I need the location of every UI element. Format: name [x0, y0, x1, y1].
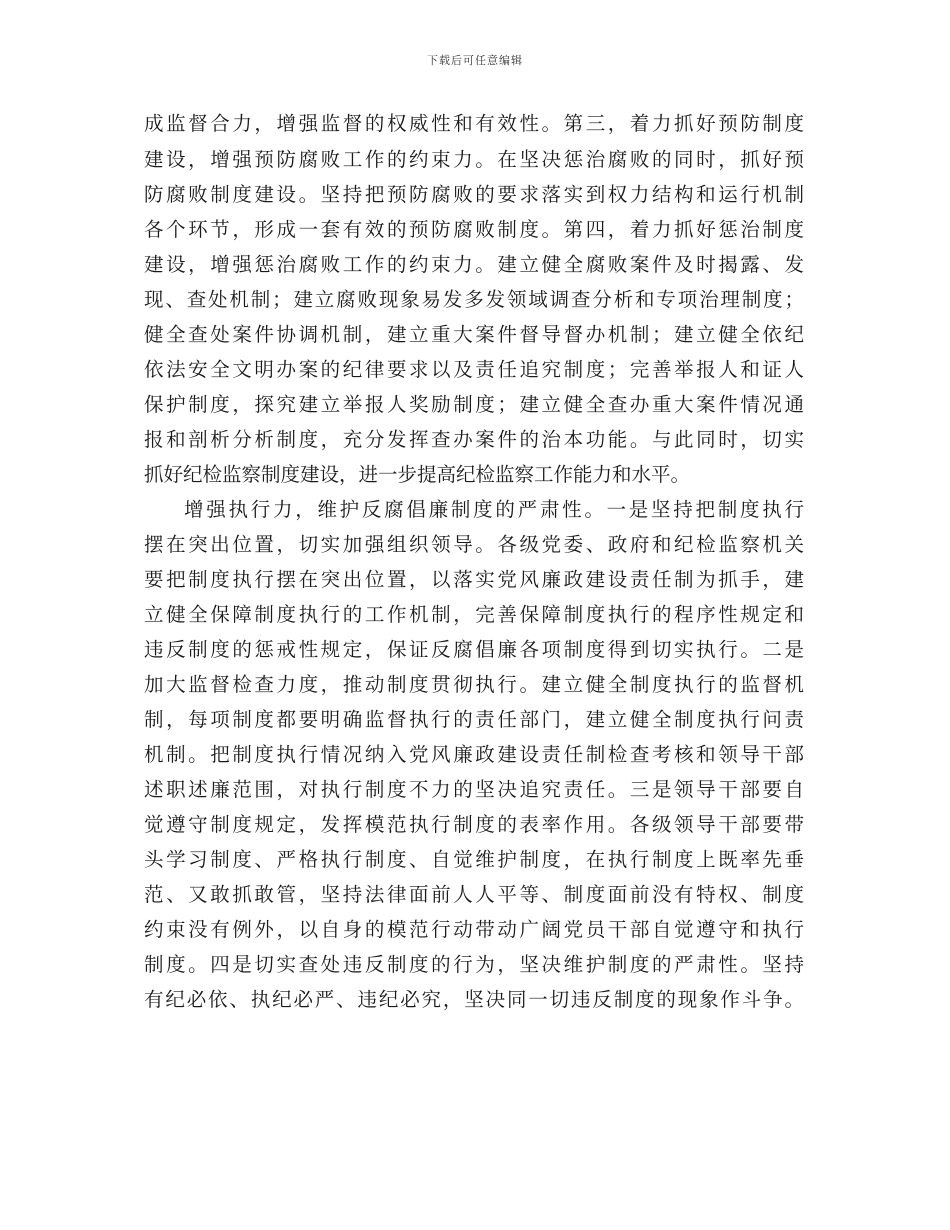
text-line: 违反制度的惩戒性规定，保证反腐倡廉各项制度得到切实执行。二是: [144, 638, 804, 661]
text-line: 防腐败制度建设。坚持把预防腐败的要求落实到权力结构和运行机制: [144, 183, 804, 206]
text-line: 立健全保障制度执行的工作机制，完善保障制度执行的程序性规定和: [144, 603, 804, 626]
text-line: 头学习制度、严格执行制度、自觉维护制度，在执行制度上既率先垂: [144, 848, 804, 871]
text-line: 述职述廉范围，对执行制度不力的坚决追究责任。三是领导干部要自: [144, 778, 804, 801]
text-line: 摆在突出位置，切实加强组织领导。各级党委、政府和纪检监察机关: [144, 533, 804, 556]
text-line: 加大监督检查力度，推动制度贯彻执行。建立健全制度执行的监督机: [144, 673, 804, 696]
text-line: 要把制度执行摆在突出位置，以落实党风廉政建设责任制为抓手，建: [144, 568, 804, 591]
text-line: 约束没有例外，以自身的模范行动带动广阔党员干部自觉遵守和执行: [144, 918, 804, 941]
text-line: 成监督合力，增强监督的权威性和有效性。第三，着力抓好预防制度: [144, 112, 804, 135]
text-line: 机制。把制度执行情况纳入党风廉政建设责任制检查考核和领导干部: [144, 743, 804, 766]
text-line: 制，每项制度都要明确监督执行的责任部门，建立健全制度执行问责: [144, 708, 804, 731]
text-line: 依法安全文明办案的纪律要求以及责任追究制度；完善举报人和证人: [144, 358, 804, 381]
text-line: 健全查处案件协调机制，建立重大案件督导督办机制；建立健全依纪: [144, 323, 804, 346]
text-line: 建设，增强预防腐败工作的约束力。在坚决惩治腐败的同时，抓好预: [144, 148, 804, 171]
text-line: 范、又敢抓敢管，坚持法律面前人人平等、制度面前没有特权、制度: [144, 883, 804, 906]
text-line: 保护制度，探究建立举报人奖励制度；建立健全查办重大案件情况通: [144, 393, 804, 416]
text-line: 制度。四是切实查处违反制度的行为，坚决维护制度的严肃性。坚持: [144, 953, 804, 976]
text-line: 有纪必依、执纪必严、违纪必究，坚决同一切违反制度的现象作斗争。: [144, 988, 804, 1011]
text-line: 抓好纪检监察制度建设，进一步提高纪检监察工作能力和水平。: [144, 463, 691, 486]
text-line: 各个环节，形成一套有效的预防腐败制度。第四，着力抓好惩治制度: [144, 218, 804, 241]
text-line: 觉遵守制度规定，发挥模范执行制度的表率作用。各级领导干部要带: [144, 813, 804, 836]
paragraph-first-line: 增强执行力，维护反腐倡廉制度的严肃性。一是坚持把制度执行: [184, 498, 804, 521]
header-note: 下载后可任意编辑: [427, 54, 523, 67]
text-line: 建设，增强惩治腐败工作的约束力。建立健全腐败案件及时揭露、发: [144, 253, 804, 276]
text-line: 报和剖析分析制度，充分发挥查办案件的治本功能。与此同时，切实: [144, 428, 804, 451]
text-line: 现、查处机制；建立腐败现象易发多发领域调查分析和专项治理制度；: [144, 288, 804, 311]
